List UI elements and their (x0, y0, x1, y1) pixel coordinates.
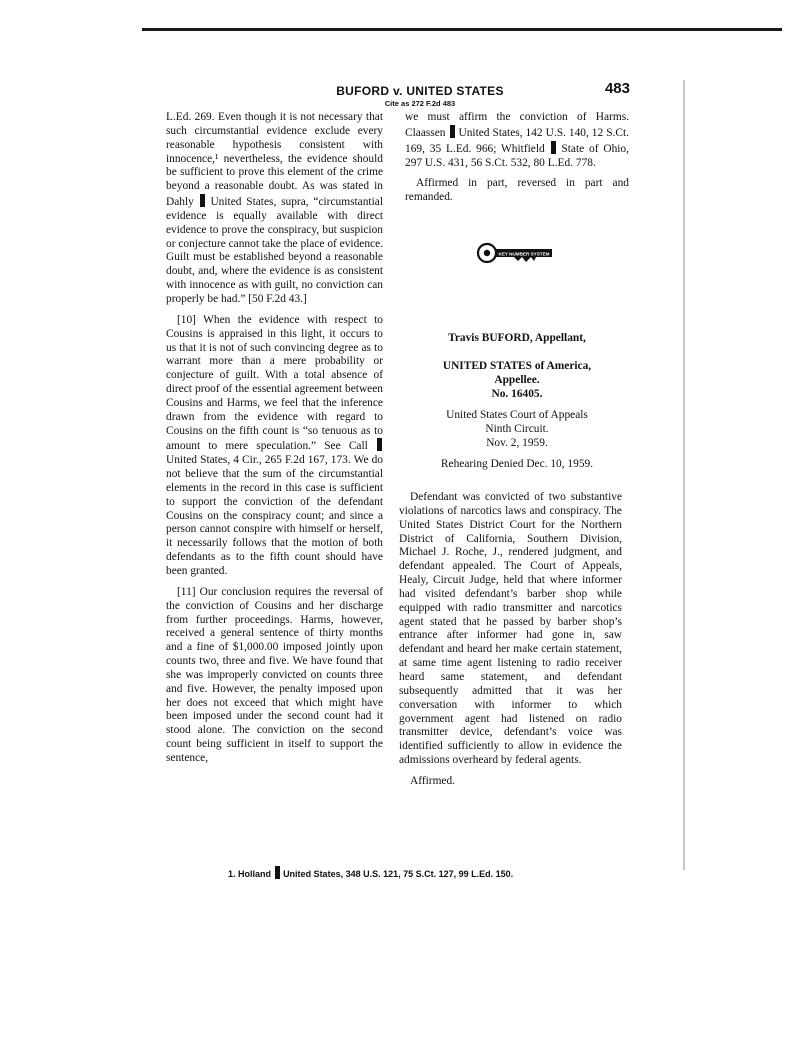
docket-number: No. 16405. (491, 388, 543, 400)
left-paragraph-1-continued: United States, supra, “circumstantial evidence is equally available with direct evidence to prove the conspiracy, but suspicion or conjecture cannot take the place of evidence. Guilt must be established beyond a reasonable doubt, and, where the evidence is as consistent with innocence as with guilt, no conviction can properly be had.” [50 F.2d 43.] (166, 196, 383, 305)
footnote-text-start: Holland (238, 869, 272, 879)
decision-date: Nov. 2, 1959. (486, 437, 548, 449)
emblem-text: KEY NUMBER SYSTEM (498, 251, 550, 257)
caption-spacer (405, 352, 629, 359)
footnote-text-end: United States, 348 U.S. 121, 75 S.Ct. 127, 99 L.Ed. 150. (283, 869, 514, 879)
left-paragraph-3: [11] Our conclusion requires the reversal of the conviction of Cousins and her discharge from further proceedings. Harms, however, received a general sentence of thirty months and a fine of $1,000.00 imposed jointly upon counts two, three and five. We have found that she was improperly convicted on counts three and five. However, the penalty imposed upon her does not exceed that which might have been imposed under the second count had it stood alone. The conviction on the second count being sufficient in itself to support the sentence, (166, 585, 383, 764)
page-number: 483 (604, 80, 630, 97)
caption-spacer (405, 345, 629, 352)
left-paragraph-1-text: L.Ed. 269. Even though it is not necessary that such circumstantial evidence exclude every reasonable hypothesis consistent with innocence,¹ nevertheless, the evidence should be sufficient to prove this element of the crime beyond a reasonable doubt. As was stated in Dahly (166, 111, 383, 209)
appellee-name: UNITED STATES of America, (442, 360, 592, 372)
caption-spacer (405, 401, 629, 408)
footnote-marker: 1. (228, 869, 236, 879)
redaction-mark (275, 866, 280, 879)
cite-line: Cite as 272 F.2d 483 (384, 99, 456, 108)
right-paragraph-1-continued: United States, 142 U.S. 140, 12 S.Ct. 169, 35 L.Ed. 966; Whitfield (405, 126, 629, 155)
running-head: BUFORD v. UNITED STATES (336, 84, 504, 98)
rehearing-line: Rehearing Denied Dec. 10, 1959. (440, 458, 594, 470)
left-column (166, 111, 383, 773)
left-paragraph-2-continued: United States, 4 Cir., 265 F.2d 167, 173. We do not believe that the sum of the circumstantial elements in the record in this case is sufficient to support the conviction of the defendant Cousins on the conspiracy count; and since a person cannot conspire with himself or herself, it necessarily follows that the motion of both defendants as to the fifth count should have been granted. (166, 454, 383, 577)
court-name: United States Court of Appeals (446, 409, 588, 421)
right-paragraph-1-end: State of Ohio, 297 U.S. 431, 56 S.Ct. 532, 80 L.Ed. 778. (405, 142, 629, 169)
caption-spacer (405, 450, 629, 457)
scan-top-rule (142, 28, 782, 31)
left-paragraph-1 (166, 111, 383, 307)
appellee-role: Appellee. (494, 374, 540, 386)
redaction-mark (377, 438, 382, 451)
key-number-system-icon (476, 236, 556, 270)
right-paragraph-1 (405, 111, 629, 170)
disposition-paragraph: Affirmed in part, reversed in part and remanded. (405, 177, 629, 204)
appellant-name: Travis BUFORD, Appellant, (448, 332, 586, 344)
redaction-mark (551, 141, 556, 154)
left-paragraph-2 (166, 314, 383, 579)
scan-edge-line (683, 80, 685, 870)
left-paragraph-2-text: [10] When the evidence with respect to Cousins is appraised in this light, it occurs to us that it is not of such convincing degree as to warrant more than a mere probability or conjecture of guilt. With a total absence of direct proof of the essential agreement between Cousins and Harms, we feel that the inference drawn from the evidence with regard to Cousins on the fifth count is “so tenuous as to amount to mere speculation.” See Call (166, 313, 383, 453)
circuit-name: Ninth Circuit. (485, 423, 549, 435)
syllabus (399, 491, 622, 796)
syllabus-text: Defendant was convicted of two substantive violations of narcotics laws and conspiracy. The United States District Court for the Northern District of California, Southern Division, Michael J. Roche, J., rendered judgment, and defendant appealed. The Court of Appeals, Healy, Circuit Judge, held that where informer had visited defendant’s barber shop while equipped with radio transmitter and narcotics agent stated that he passed by barber shop’s entrance after informer had gone in, saw defendant and heard her make certain statement, at same time agent listening to radio receiver heard same statement, and defendant subsequently admitted that it was her conversation with informer to which government agent had listened on radio transmitter device, defendant’s voice was identified sufficiently to allow in evidence the admissions overheard by federal agents. (399, 491, 622, 767)
right-column-top (405, 111, 629, 212)
right-paragraph-1-text: we must affirm the conviction of Harms. Claassen (405, 111, 629, 139)
syllabus-disposition: Affirmed. (410, 774, 456, 787)
footnote (228, 866, 648, 879)
redaction-mark (450, 125, 455, 138)
redaction-mark (200, 194, 205, 207)
case-caption (405, 331, 629, 471)
